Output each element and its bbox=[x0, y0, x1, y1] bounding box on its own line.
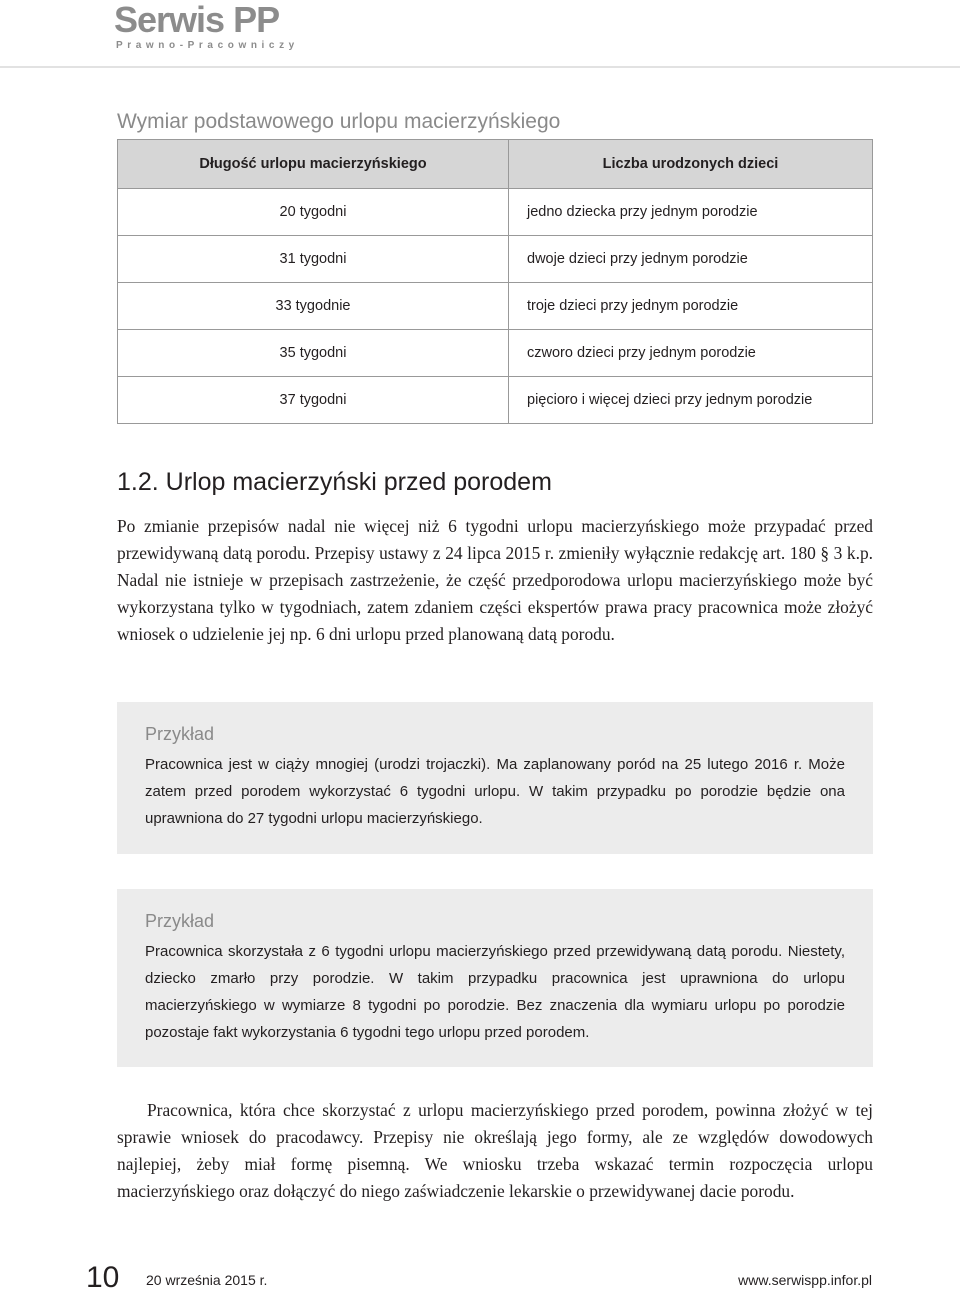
table-cell-children: czworo dzieci przy jednym porodzie bbox=[509, 330, 873, 377]
page-header bbox=[0, 0, 960, 68]
example-box bbox=[117, 889, 873, 1067]
table-row bbox=[118, 377, 873, 424]
body-paragraph: Po zmianie przepisów nadal nie więcej niż 6 tygodni urlopu macierzyńskiego może przypadać przed przewidywaną datą porodu. Przepisy ustawy z 24 lipca 2015 r. zmieniły wyłącznie redakcję art. 180 § 3 k.p. Nadal nie istnieje w przepisach zastrzeżenie, że część przedporodowa urlopu macierzyńskiego może być wykorzystana tylko w tygodniach, zatem zdaniem części ekspertów prawa pracy pracownica może złożyć wniosek o udzielenie jej np. 6 dni urlopu przed planowaną datą porodu. bbox=[117, 516, 873, 644]
table-title: Wymiar podstawowego urlopu macierzyńskiego bbox=[117, 110, 561, 133]
website-url: www.serwispp.infor.pl bbox=[738, 1272, 872, 1288]
column-header-children: Liczba urodzonych dzieci bbox=[509, 140, 873, 189]
table-cell-duration: 35 tygodni bbox=[118, 330, 509, 377]
example-title: Przykład bbox=[145, 911, 215, 931]
table-cell-children: jedno dziecka przy jednym porodzie bbox=[509, 189, 873, 236]
section-heading: 1.2. Urlop macierzyński przed porodem bbox=[117, 468, 552, 496]
issue-date: 20 września 2015 r. bbox=[146, 1272, 268, 1288]
table-cell-duration: 31 tygodni bbox=[118, 236, 509, 283]
example-title: Przykład bbox=[145, 724, 215, 744]
table-row bbox=[118, 330, 873, 377]
column-header-duration: Długość urlopu macierzyńskiego bbox=[118, 140, 509, 189]
table-row bbox=[118, 236, 873, 283]
table-row bbox=[118, 189, 873, 236]
example-body: Pracownica skorzystała z 6 tygodni urlopu macierzyńskiego przed przewidywaną datą porodu. Niestety, dziecko zmarło przy porodzie. W takim przypadku pracownica jest uprawniona do urlopu macierzyńskiego w wymiarze 8 tygodni po porodzie. Bez znaczenia dla wymiaru urlopu po porodzie pozostaje fakt wykorzystania 6 tygodni tego urlopu przed porodem. bbox=[145, 943, 845, 1041]
table-row bbox=[118, 283, 873, 330]
table-cell-duration: 37 tygodni bbox=[118, 377, 509, 424]
body-paragraph: Pracownica, która chce skorzystać z urlopu macierzyńskiego przed porodem, powinna złożyć w tej sprawie wniosek do pracodawcy. Przepisy nie określają jego formy, ale ze względów dowodowych najlepiej, żeby miał formę pisemną. We wniosku trzeba wskazać termin rozpoczęcia urlopu macierzyńskiego oraz dołączyć do niego zaświadczenie lekarskie o przewidywanej dacie porodu. bbox=[117, 1100, 873, 1201]
publication-logo: Serwis PP bbox=[114, 0, 280, 40]
publication-subtitle: Prawno-Pracowniczy bbox=[116, 40, 299, 51]
table-header-row bbox=[118, 140, 873, 189]
table-cell-children: troje dzieci przy jednym porodzie bbox=[509, 283, 873, 330]
page-number: 10 bbox=[86, 1261, 120, 1294]
table-cell-children: dwoje dzieci przy jednym porodzie bbox=[509, 236, 873, 283]
maternity-leave-table bbox=[117, 139, 873, 424]
example-box bbox=[117, 702, 873, 854]
table-cell-duration: 33 tygodnie bbox=[118, 283, 509, 330]
table-cell-children: pięcioro i więcej dzieci przy jednym porodzie bbox=[509, 377, 873, 424]
table-cell-duration: 20 tygodni bbox=[118, 189, 509, 236]
example-body: Pracownica jest w ciąży mnogiej (urodzi trojaczki). Ma zaplanowany poród na 25 lutego 2016 r. Może zatem przed porodem wykorzystać 6 tygodni urlopu. W takim przypadku po porodzie będzie ona uprawniona do 27 tygodni urlopu macierzyńskiego. bbox=[145, 756, 845, 827]
